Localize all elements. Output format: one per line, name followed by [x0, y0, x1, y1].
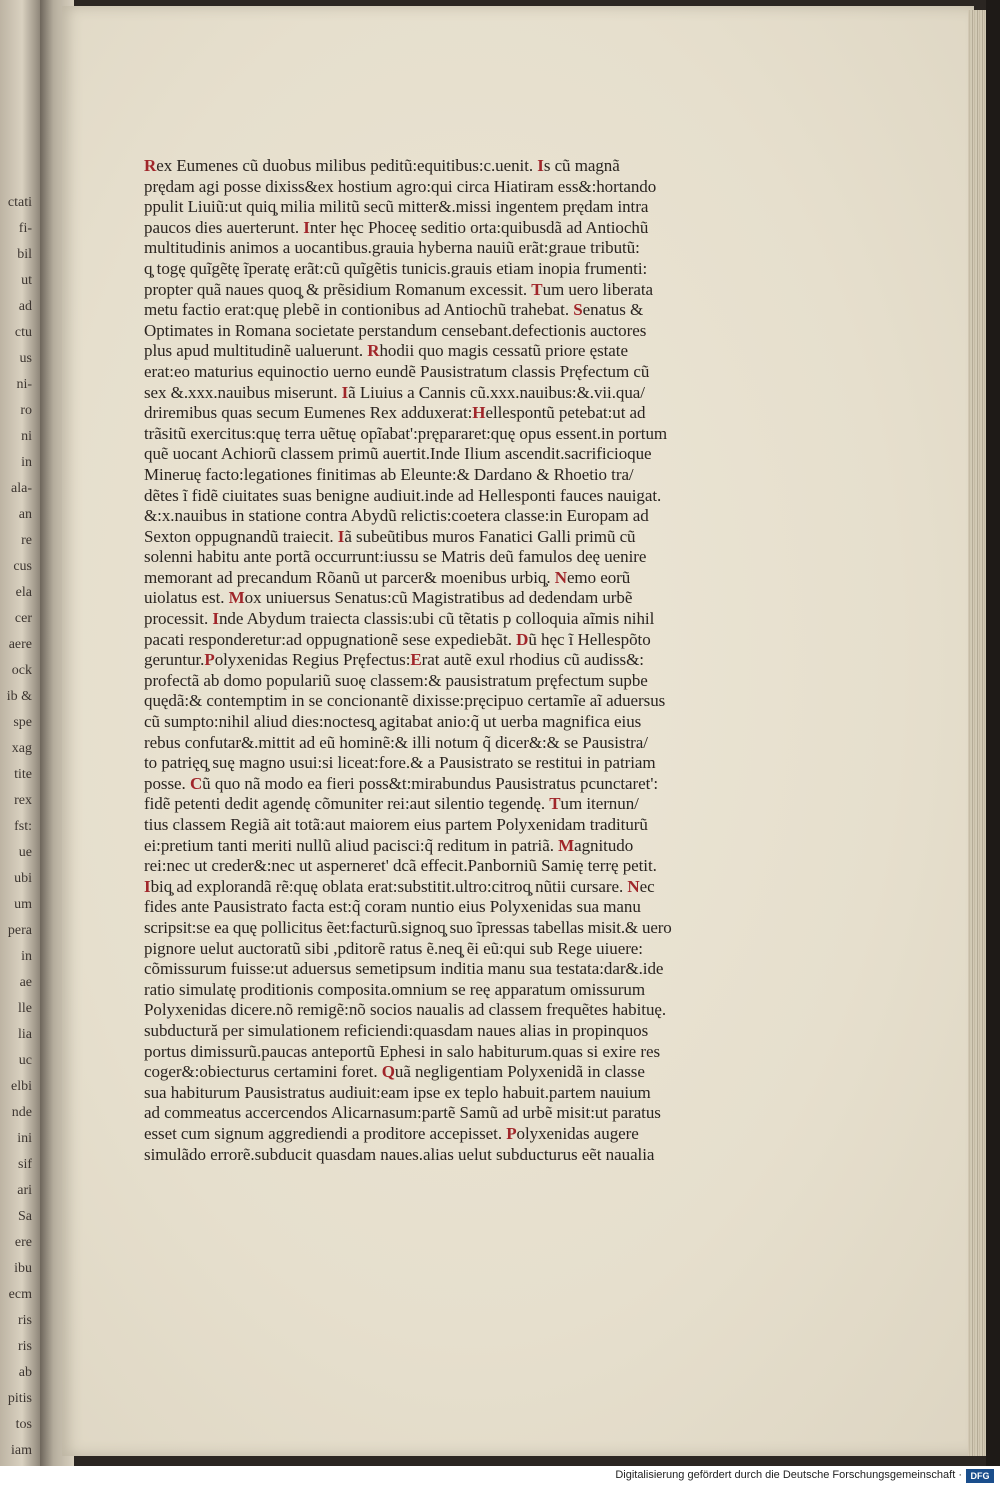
text-segment: to patrięq̧ suę magno usui:si liceat:fore.& a Pausistrato se restitui in patriam	[144, 753, 656, 773]
incunable-text-block	[144, 156, 684, 1165]
text-line	[144, 486, 684, 507]
text-segment: coger&:obiecturus certamini foret.	[144, 1062, 382, 1082]
facing-page-fragment: sif	[18, 1157, 32, 1172]
facing-page-fragment: ock	[11, 663, 32, 678]
text-segment: um iternun/	[560, 794, 639, 814]
text-line	[144, 321, 684, 342]
facing-page-fragment: re	[21, 533, 32, 548]
text-segment: portus dimissurũ.paucas anteportũ Ephesi in salo habiturum.quas si exire res	[144, 1041, 661, 1061]
text-line	[144, 300, 684, 321]
text-line	[144, 609, 684, 630]
text-line	[144, 1145, 684, 1166]
rubricated-initial: R	[367, 341, 380, 361]
text-line	[144, 280, 684, 301]
text-segment: q̧ togę quĩgẽtę ĩperatę erãt:cũ quĩgẽtis tunicis.grauis etiam inopia frumenti:	[144, 258, 648, 278]
facing-page-fragment: aere	[8, 637, 32, 652]
text-segment: olyxenidas augere	[516, 1123, 639, 1143]
facing-page-fragment: um	[14, 897, 32, 912]
text-segment: biq̧ ad explorandã rẽ:quę oblata erat:substitit.ultro:citroq̧ nũtii cursare.	[150, 876, 628, 896]
facing-page-edge	[0, 0, 40, 1466]
text-line	[144, 197, 684, 218]
facing-page-fragment: xag	[11, 741, 32, 756]
text-line	[144, 1103, 684, 1124]
text-segment: paucos dies auerterunt.	[144, 217, 304, 237]
facing-page-fragment: ad	[18, 299, 32, 314]
text-line	[144, 959, 684, 980]
facing-page-fragment: ni-	[16, 377, 32, 392]
facing-page-fragment: ela	[15, 585, 32, 600]
text-segment: enatus &	[582, 300, 644, 320]
text-line	[144, 815, 684, 836]
text-segment: &:x.nauibus in statione contra Abydũ relictis:coetera classe:in Europam ad	[144, 506, 649, 526]
text-segment: ex Eumenes cũ duobus milibus peditũ:equitibus:c.uenit.	[156, 156, 538, 175]
facing-page-fragment: ae	[19, 975, 32, 990]
text-segment: propter quã naues quoq̧ & prẽsidium Romanum excessit.	[144, 279, 532, 299]
facing-page-fragment: us	[19, 351, 32, 366]
text-line	[144, 547, 684, 568]
rubricated-initial: M	[558, 835, 575, 855]
facing-page-fragment: ni	[21, 429, 32, 444]
text-segment: rei:nec ut creder&:nec ut asperneret' dcã effecit.Panborniũ Samię terrę petit.	[144, 856, 657, 876]
text-line	[144, 733, 684, 754]
text-segment: ratio simulatę proditionis composita.omnium se reę apparatum omissurum	[144, 979, 645, 999]
text-segment: nter hęc Phoceę seditio orta:quibusdã ad Antiochũ	[309, 217, 649, 237]
facing-page-fragment: elbi	[11, 1079, 32, 1094]
facing-page-fragment: ib &	[6, 689, 32, 704]
text-line	[144, 444, 684, 465]
text-line	[144, 712, 684, 733]
text-line	[144, 836, 684, 857]
rubricated-initial: H	[472, 403, 486, 423]
text-segment: fides ante Pausistrato facta est:q̃ coram nuntio eius Polyxenidas sua manu	[144, 897, 641, 917]
text-segment: hodii quo magis cessatũ priore ęstate	[379, 341, 628, 361]
text-line	[144, 218, 684, 239]
text-segment: uã negligentiam Polyxenidã in classe	[394, 1062, 645, 1082]
text-line	[144, 506, 684, 527]
text-segment: profectã ab domo populariũ suoę classem:& pausistratum pręfectum supbe	[144, 670, 648, 690]
rubricated-initial: T	[549, 794, 561, 814]
facing-page-fragment: ris	[18, 1339, 32, 1354]
text-segment: fidẽ petenti dedit agendę cõmuniter rei:aut silentio tegendę.	[144, 794, 550, 814]
rubricated-initial: T	[531, 279, 543, 299]
facing-page-fragment: fst:	[14, 819, 32, 834]
facing-page-fragment: bil	[17, 247, 32, 262]
rubricated-initial: I	[303, 217, 310, 237]
text-segment: geruntur.	[144, 650, 205, 670]
rubricated-initial: P	[506, 1123, 517, 1143]
text-segment: erat:eo maturius equinoctio uerno eundẽ Pausistratum classis Pręfectum cũ	[144, 361, 650, 381]
text-line	[144, 856, 684, 877]
facing-page-fragment: ari	[17, 1183, 32, 1198]
text-segment: ec	[639, 876, 655, 896]
facing-page-fragment: ctati	[7, 195, 32, 210]
text-segment: subductură per simulationem reficiendi:quasdam naues alias in propinquos	[144, 1020, 649, 1040]
text-line	[144, 1021, 684, 1042]
facing-page-fragment: tos	[15, 1417, 32, 1432]
rubricated-initial: I	[341, 382, 349, 402]
text-segment: metu factio erat:quę plebẽ in contionibus ad Antiochũ trahebat.	[144, 300, 574, 320]
facing-page-fragment: ctu	[14, 325, 32, 340]
text-line	[144, 650, 684, 671]
rubricated-initial: I	[537, 156, 544, 175]
text-line	[144, 156, 684, 177]
text-line	[144, 383, 684, 404]
text-segment: Sexton oppugnandũ traiecit.	[144, 526, 338, 546]
funding-credit: Digitalisierung gefördert durch die Deutsche Forschungsgemeinschaft ·	[615, 1469, 962, 1481]
text-segment: um uero liberata	[542, 279, 653, 299]
text-line	[144, 630, 684, 651]
rubricated-initial: M	[228, 588, 245, 608]
text-segment: solenni habitu ante portã occurrunt:iussu se Matris deũ famulos deę uenire	[144, 547, 647, 567]
text-line	[144, 1000, 684, 1021]
facing-page-fragment: nde	[11, 1105, 32, 1120]
text-segment: olyxenidas Regius Pręfectus:	[214, 650, 411, 670]
text-line	[144, 424, 684, 445]
text-segment: processit.	[144, 609, 213, 629]
text-segment: ã subeũtibus muros Fanatici Galli primũ cũ	[344, 526, 636, 546]
text-line	[144, 897, 684, 918]
text-segment: esset cum signum aggrediendi a proditore accepisset.	[144, 1123, 507, 1143]
text-segment: nde Abydum traiecta classis:ubi cũ tẽtatis p colloquia aĩmis nihil	[218, 609, 655, 629]
text-segment: cũ sumpto:nihil aliud dies:noctesq̧ agitabat anio:q̃ ut uerba magnifica eius	[144, 712, 642, 732]
facing-page-fragment: cus	[13, 559, 32, 574]
facing-page-fragment: pera	[7, 923, 32, 938]
text-segment: tius classem Regiã ait totã:aut maiorem eius partem Polyxenidam traditurũ	[144, 815, 648, 834]
text-segment: quẽ uocant Achiorũ classem primũ auertit.Inde Ilium ascendit.sacrificioque	[144, 444, 652, 464]
facing-page-fragment: ecm	[8, 1287, 32, 1302]
facing-page-fragment: Sa	[18, 1209, 32, 1224]
text-line	[144, 527, 684, 548]
page-edges	[968, 10, 988, 1456]
text-segment: emo eorũ	[566, 567, 631, 587]
text-segment: Mineruę facto:legationes finitimas ab Eleunte:& Dardano & Rhoetio tra/	[144, 464, 634, 484]
text-line	[144, 588, 684, 609]
text-segment: prędam agi posse dixiss&ex hostium agro:qui circa Hiatiram ess&:hortando	[144, 176, 657, 196]
facing-page-fragment: tite	[14, 767, 32, 782]
text-segment: Polyxenidas dicere.nõ remigẽ:nõ socios naualis ad classem frequẽtes habituę.	[144, 1000, 667, 1020]
text-line	[144, 1062, 684, 1083]
facing-page-fragment: ini	[17, 1131, 32, 1146]
text-line	[144, 877, 684, 898]
text-segment: posse.	[144, 773, 190, 793]
footer-bar	[0, 1466, 1000, 1487]
facing-page-fragment: rex	[14, 793, 32, 808]
text-line	[144, 774, 684, 795]
text-segment: cõmissurum fuisse:ut aduersus semetipsum inditia manu sua testata:dar&.ide	[144, 959, 664, 979]
text-line	[144, 403, 684, 424]
text-segment: pignore uelut auctoratũ sibi ,pditorẽ ratus ẽ.neq̧ ẽi eũ:qui sub Rege uiuere:	[144, 938, 643, 958]
text-line	[144, 671, 684, 692]
text-line	[144, 238, 684, 259]
text-line	[144, 465, 684, 486]
facing-page-fragment: ut	[21, 273, 32, 288]
facing-page-text	[0, 190, 32, 1464]
text-segment: sex &.xxx.nauibus miserunt.	[144, 382, 342, 402]
text-segment: s cũ magnã	[543, 156, 620, 175]
text-line	[144, 1124, 684, 1145]
rubricated-initial: N	[627, 876, 640, 896]
rubricated-initial: P	[204, 650, 215, 670]
text-segment: pacati responderetur:ad oppugnationẽ sese expediebãt.	[144, 629, 517, 649]
text-line	[144, 794, 684, 815]
rubricated-initial: I	[212, 609, 219, 629]
facing-page-fragment: ubi	[14, 871, 32, 886]
text-segment: quędã:& contemptim in se concionantẽ dixisse:pręcipuo certamĩe aĩ aduersus	[144, 691, 666, 711]
rubricated-initial: D	[516, 629, 529, 649]
scan-border	[986, 0, 1000, 1466]
facing-page-fragment: ab	[18, 1365, 32, 1380]
text-segment: trãsitũ exercitus:quę terra uẽtuę opĩabat':prępararet:quę opus essent.in portum	[144, 423, 668, 443]
text-segment: ei:pretium tanti meriti nullũ aliud pacisci:q̃ reditum in patriã.	[144, 835, 559, 855]
rubricated-initial: I	[337, 526, 345, 546]
rubricated-initial: S	[573, 300, 583, 320]
text-segment: ad commeatus accercendos Alicarnasum:partẽ Samũ ad urbẽ misit:ut paratus	[144, 1103, 661, 1123]
text-segment: ã Liuius a Cannis cũ.xxx.nauibus:&.vii.qua/	[348, 382, 645, 402]
facing-page-fragment: an	[18, 507, 32, 522]
text-segment: ppulit Liuiũ:ut quiq̧ milia militũ secũ mitter&.missi ingentem prędam intra	[144, 197, 649, 217]
facing-page-fragment: fi-	[18, 221, 32, 236]
text-segment: sua habiturum Pausistratus audiuit:eam ipse ex teplo habuit.partem nauium	[144, 1082, 651, 1102]
text-segment: dẽtes ĩ fidẽ ciuitates suas benigne audiuit.inde ad Hellesponti fauces nauigat.	[144, 485, 662, 505]
text-line	[144, 1083, 684, 1104]
facing-page-fragment: spe	[13, 715, 32, 730]
text-line	[144, 568, 684, 589]
facing-page-fragment: ro	[20, 403, 32, 418]
text-segment: ũ hęc ĩ Hellespõto	[528, 629, 651, 649]
rubricated-initial: R	[144, 156, 157, 175]
facing-page-fragment: in	[21, 949, 32, 964]
rubricated-initial: E	[410, 650, 422, 670]
text-line	[144, 939, 684, 960]
text-segment: driremibus quas secum Eumenes Rex adduxerat:	[144, 403, 473, 423]
facing-page-fragment: in	[21, 455, 32, 470]
text-line	[144, 341, 684, 362]
text-line	[144, 259, 684, 280]
text-segment: ellespontũ petebat:ut ad	[485, 403, 646, 423]
rubricated-initial: I	[144, 876, 151, 896]
facing-page-fragment: ris	[18, 1313, 32, 1328]
facing-page-fragment: ibu	[14, 1261, 32, 1276]
text-segment: uiolatus est.	[144, 588, 229, 608]
facing-page-fragment: iam	[11, 1443, 32, 1458]
text-line	[144, 753, 684, 774]
text-line	[144, 362, 684, 383]
text-segment: ox uniuersus Senatus:cũ Magistratibus ad dedendam urbẽ	[244, 588, 633, 608]
facing-page-fragment: ala-	[11, 481, 32, 496]
text-segment: Optimates in Romana societate perstandum censebant.defectionis auctores	[144, 320, 647, 340]
rubricated-initial: Q	[381, 1062, 395, 1082]
dfg-logo: DFG	[966, 1469, 994, 1483]
facing-page-fragment: uc	[18, 1053, 32, 1068]
text-line	[144, 177, 684, 198]
text-segment: agnitudo	[574, 835, 634, 855]
facing-page-fragment: lia	[18, 1027, 32, 1042]
text-segment: rat autẽ exul rhodius cũ audiss&:	[421, 650, 644, 670]
text-segment: rebus confutar&.mittit ad eũ hominẽ:& illi notum q̃ dicer&:& se Pausistra/	[144, 732, 648, 752]
facing-page-fragment: lle	[18, 1001, 32, 1016]
facing-page-fragment: ere	[14, 1235, 32, 1250]
text-segment: plus apud multitudinẽ ualuerunt.	[144, 341, 368, 361]
text-segment: multitudinis animos a uocantibus.grauia hyberna nauiũ erãt:graue tributũ:	[144, 238, 640, 258]
text-line	[144, 691, 684, 712]
text-line	[144, 918, 684, 939]
rubricated-initial: C	[189, 773, 203, 793]
text-line	[144, 980, 684, 1001]
text-segment: simulãdo errorẽ.subducit quasdam naues.alias uelut subducturus eẽt naualia	[144, 1144, 655, 1164]
facing-page-fragment: cer	[14, 611, 32, 626]
rubricated-initial: N	[554, 567, 567, 587]
facing-page-fragment: pitis	[7, 1391, 32, 1406]
facing-page-fragment: ue	[18, 845, 32, 860]
text-segment: scripsit:se ea quę pollicitus ẽet:facturũ.signoq̧ suo ĩpressas tabellas misit.& uero	[144, 917, 672, 937]
text-line	[144, 1042, 684, 1063]
text-segment: ũ quo nã modo ea fieri poss&t:mirabundus Pausistratus pcunctaret':	[202, 773, 659, 793]
text-segment: memorant ad precandum Rõanũ ut parcer& moenibus urbiq̧.	[144, 567, 555, 587]
